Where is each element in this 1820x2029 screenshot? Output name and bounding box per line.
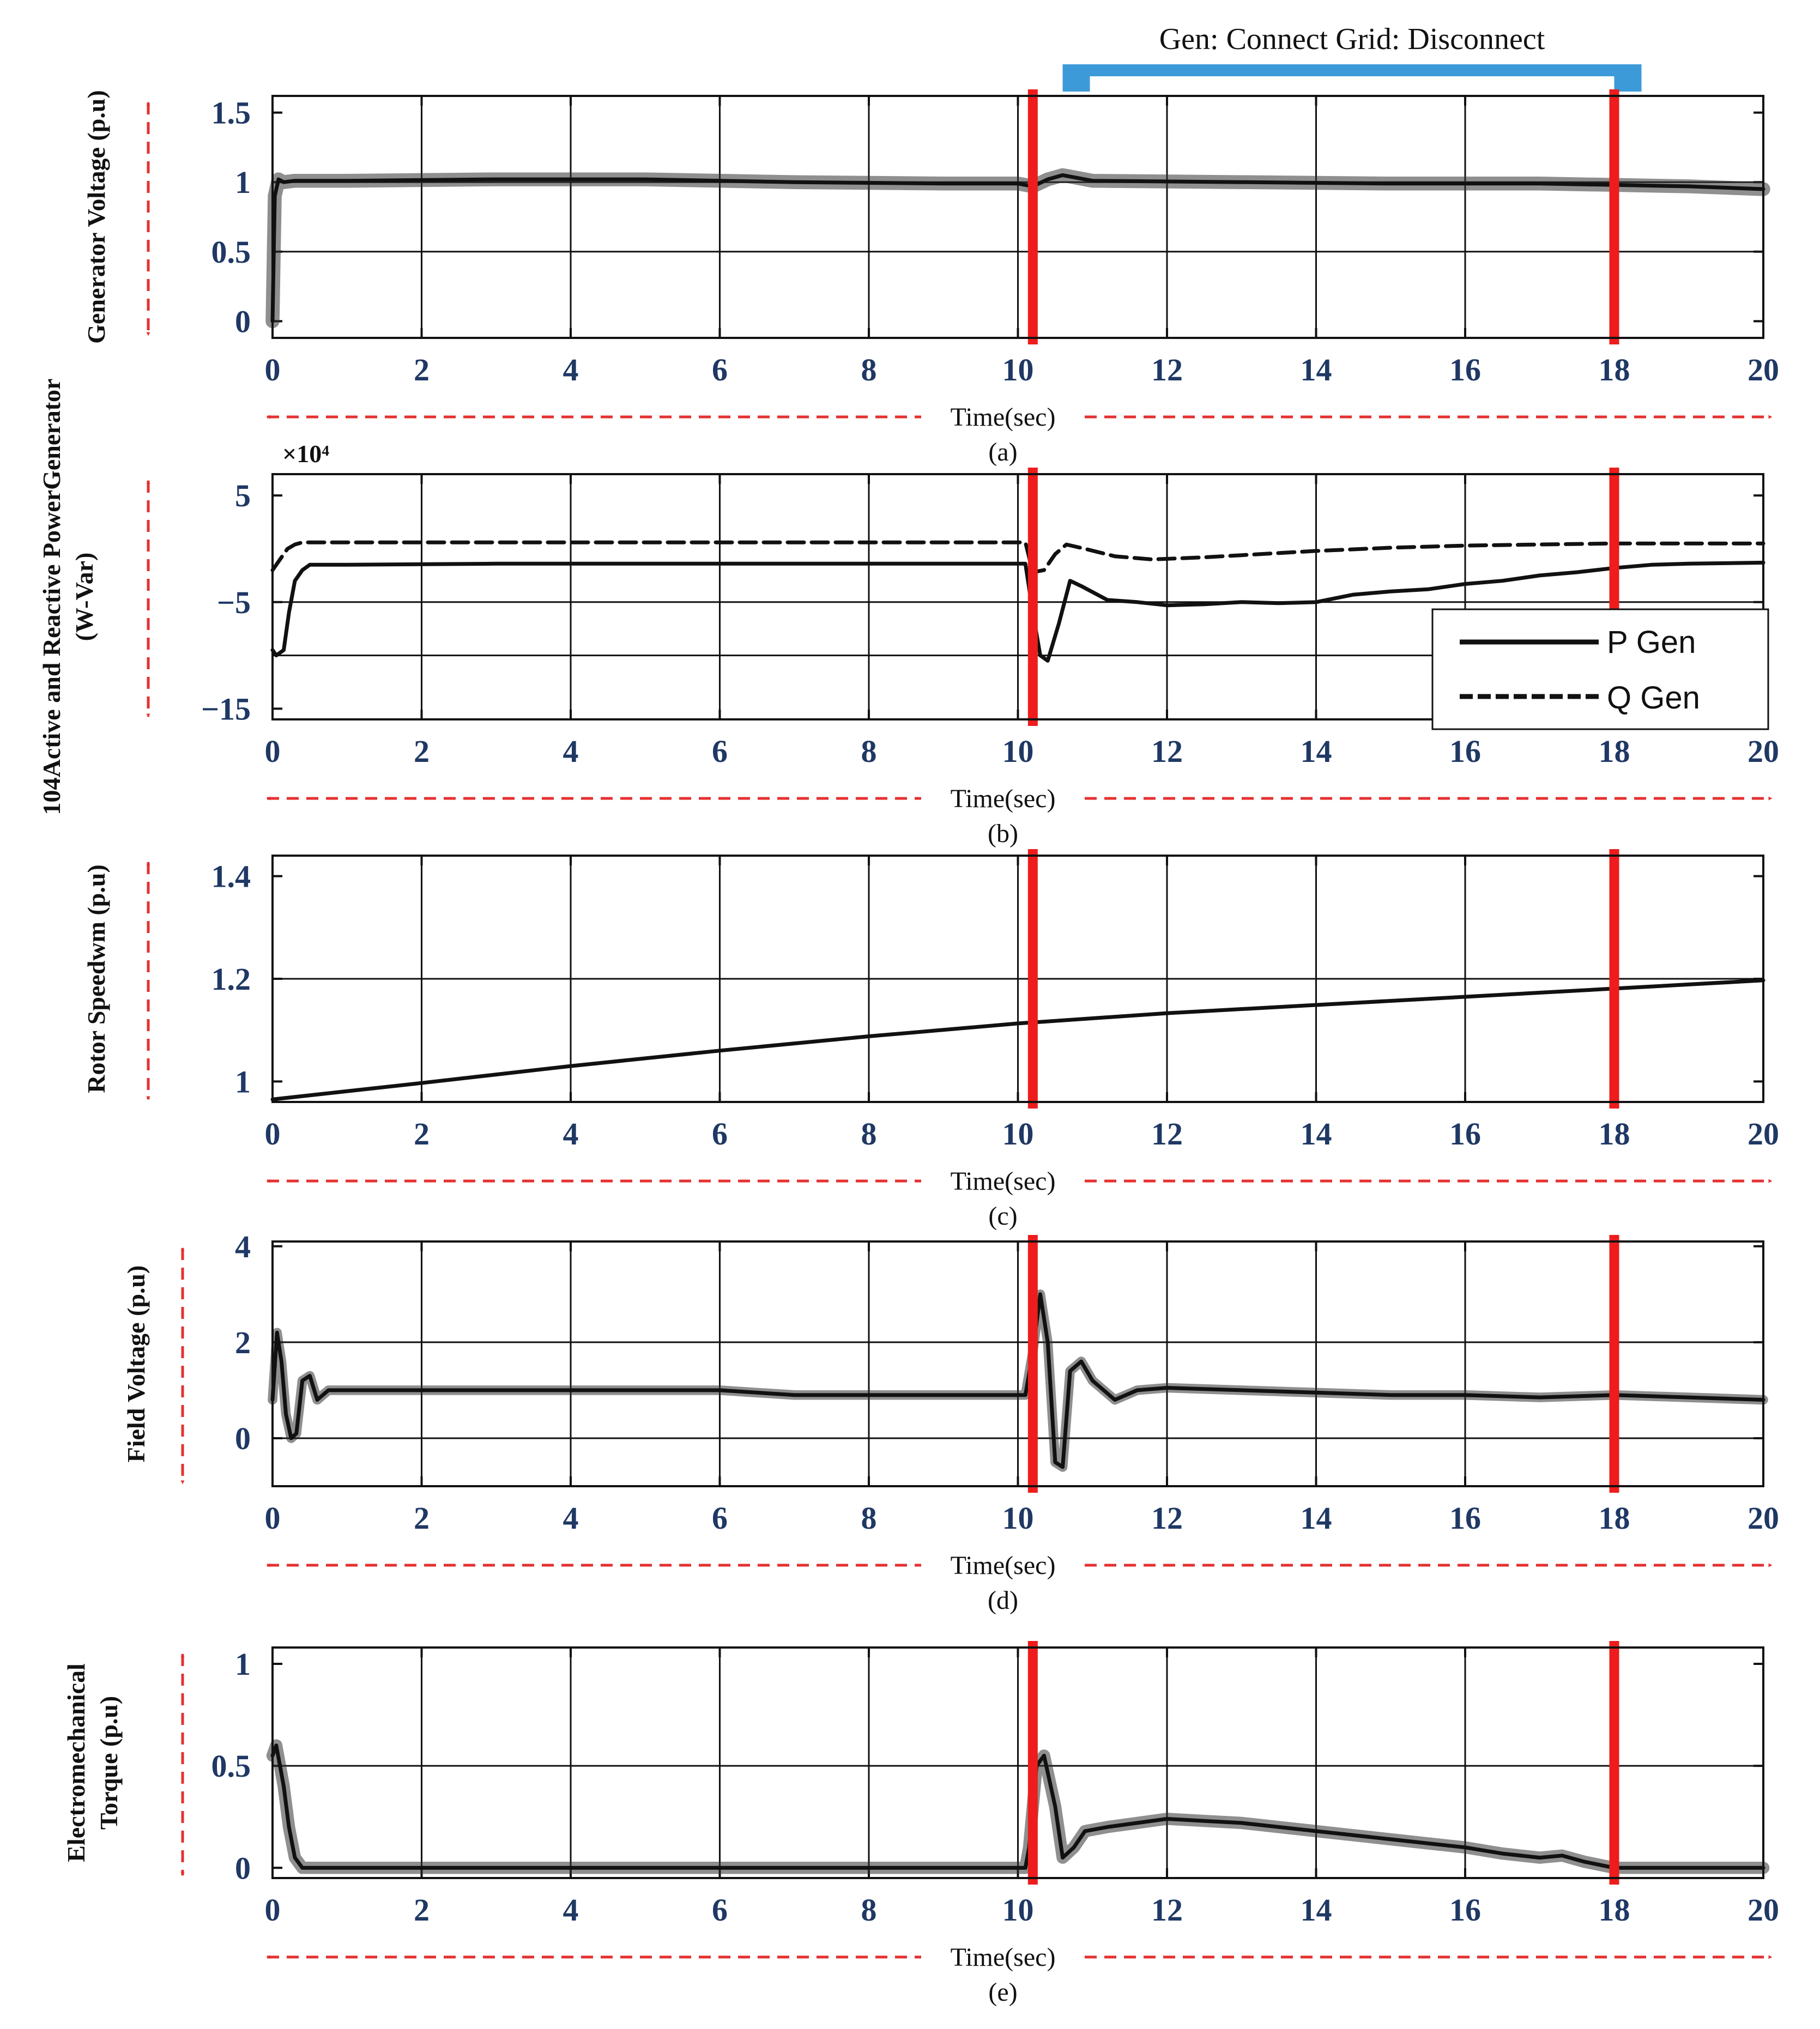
y-axis-label: Generator Voltage (p.u) — [82, 90, 110, 344]
x-tick-label: 8 — [861, 1500, 877, 1536]
x-tick-label: 16 — [1449, 1892, 1481, 1928]
y-tick-label: 1.5 — [211, 95, 251, 131]
x-tick-label: 0 — [264, 1116, 281, 1152]
event-marker-18 — [1610, 89, 1619, 344]
legend-label-p-gen: P Gen — [1607, 625, 1696, 660]
panel-caption: (d) — [988, 1586, 1018, 1615]
x-tick-label: 0 — [264, 1500, 281, 1536]
x-tick-label: 14 — [1300, 1500, 1332, 1536]
x-tick-label: 20 — [1748, 1500, 1779, 1536]
event-marker-10p2 — [1028, 1641, 1038, 1885]
grid-lines — [273, 1241, 1763, 1486]
x-tick-label: 0 — [264, 352, 281, 387]
x-tick-label: 6 — [712, 1116, 728, 1152]
x-tick-label: 12 — [1151, 352, 1183, 387]
x-tick-labels — [265, 1892, 1780, 1928]
x-tick-label: 8 — [861, 352, 877, 387]
panel-e — [62, 1641, 1779, 2007]
x-tick-label: 16 — [1449, 734, 1481, 769]
x-tick-label: 2 — [414, 734, 430, 769]
x-tick-labels — [265, 734, 1780, 769]
x-tick-label: 2 — [414, 1116, 430, 1152]
y-axis-label-line-2: Torque (p.u) — [95, 1695, 123, 1830]
event-marker-10p2 — [1028, 89, 1038, 344]
annotation-group — [1063, 22, 1642, 92]
x-tick-label: 16 — [1449, 352, 1481, 387]
x-tick-labels — [265, 352, 1780, 387]
x-tick-label: 8 — [861, 734, 877, 769]
x-tick-label: 16 — [1449, 1500, 1481, 1536]
event-marker-10p2 — [1028, 849, 1038, 1109]
y-axis-label-line-1: 104Active and Reactive PowerGenerator — [38, 378, 65, 815]
x-tick-label: 10 — [1002, 352, 1034, 387]
y-tick-label: 0.5 — [211, 1748, 251, 1784]
x-tick-label: 8 — [861, 1116, 877, 1152]
event-markers — [1028, 1235, 1619, 1493]
x-tick-label: 6 — [712, 1892, 728, 1928]
y-tick-labels — [211, 95, 251, 340]
x-tick-label: 8 — [861, 1892, 877, 1928]
grid-lines — [273, 1648, 1763, 1878]
y-multiplier-label: ×10⁴ — [282, 440, 330, 468]
annotation-bracket-bar — [1063, 64, 1642, 76]
x-tick-labels — [265, 1116, 1780, 1152]
event-markers — [1028, 1641, 1619, 1885]
y-tick-label: −5 — [216, 584, 251, 620]
annotation-text: Gen: Connect Grid: Disconnect — [1159, 22, 1545, 56]
x-tick-label: 4 — [563, 734, 579, 769]
y-axis-label-line-1: Electromechanical — [62, 1663, 90, 1862]
y-tick-labels — [211, 1646, 251, 1886]
x-tick-label: 6 — [712, 352, 728, 387]
event-markers — [1028, 89, 1619, 344]
annotation-bracket-left — [1063, 64, 1090, 92]
y-tick-label: 0 — [235, 304, 251, 340]
panel-caption: (b) — [988, 819, 1018, 848]
x-tick-label: 4 — [563, 352, 579, 387]
y-tick-label: 0.5 — [211, 234, 251, 270]
y-tick-label: 1 — [235, 165, 251, 201]
x-tick-label: 6 — [712, 734, 728, 769]
x-tick-label: 4 — [563, 1500, 579, 1536]
panel-a — [82, 89, 1779, 467]
x-tick-label: 18 — [1598, 352, 1630, 387]
y-tick-label: 5 — [235, 478, 251, 514]
event-marker-18 — [1610, 1641, 1619, 1885]
x-tick-label: 14 — [1300, 1892, 1332, 1928]
x-axis-label: Time(sec) — [950, 1167, 1056, 1196]
x-tick-label: 16 — [1449, 1116, 1481, 1152]
panel-caption: (c) — [988, 1202, 1018, 1231]
event-marker-18 — [1610, 849, 1619, 1109]
x-tick-label: 2 — [414, 1892, 430, 1928]
y-axis-label-line-2: (W-Var) — [70, 552, 98, 641]
x-axis-label: Time(sec) — [950, 403, 1056, 432]
panel-d — [122, 1229, 1779, 1615]
panel-caption: (e) — [988, 1978, 1018, 2007]
x-tick-label: 12 — [1151, 734, 1183, 769]
y-tick-label: 1.4 — [211, 858, 251, 894]
x-tick-label: 4 — [563, 1116, 579, 1152]
x-tick-label: 18 — [1598, 1116, 1630, 1152]
event-marker-10p2 — [1028, 1235, 1038, 1493]
x-tick-label: 2 — [414, 352, 430, 387]
x-tick-label: 10 — [1002, 734, 1034, 769]
x-tick-label: 0 — [264, 734, 281, 769]
y-axis-label: Field Voltage (p.u) — [122, 1265, 150, 1463]
x-tick-label: 12 — [1151, 1116, 1183, 1152]
y-tick-label: −15 — [201, 691, 251, 727]
x-tick-label: 20 — [1748, 1892, 1779, 1928]
x-tick-label: 2 — [414, 1500, 430, 1536]
y-tick-label: 1 — [235, 1646, 251, 1682]
x-tick-label: 0 — [264, 1892, 281, 1928]
legend-box — [1432, 609, 1768, 729]
x-tick-label: 12 — [1151, 1500, 1183, 1536]
y-tick-label: 0 — [235, 1420, 251, 1456]
y-tick-labels — [201, 478, 251, 726]
y-tick-label: 0 — [235, 1850, 251, 1886]
x-axis-label: Time(sec) — [950, 1551, 1056, 1580]
x-tick-label: 10 — [1002, 1116, 1034, 1152]
y-axis-label: Rotor Speedwm (p.u) — [82, 864, 110, 1093]
x-tick-label: 20 — [1748, 352, 1779, 387]
x-axis-label: Time(sec) — [950, 784, 1056, 813]
panel-b — [38, 379, 1779, 848]
x-tick-label: 14 — [1300, 1116, 1332, 1152]
panel-c — [82, 849, 1779, 1231]
x-tick-label: 18 — [1598, 1500, 1630, 1536]
y-tick-label: 4 — [235, 1228, 251, 1264]
x-tick-label: 20 — [1748, 734, 1779, 769]
x-tick-label: 10 — [1002, 1500, 1034, 1536]
x-tick-label: 14 — [1300, 352, 1332, 387]
x-tick-label: 14 — [1300, 734, 1332, 769]
event-marker-10p2 — [1028, 468, 1038, 726]
event-marker-18 — [1610, 1235, 1619, 1493]
panel-caption: (a) — [988, 438, 1018, 467]
y-tick-label: 1 — [235, 1064, 251, 1100]
x-tick-labels — [265, 1500, 1780, 1536]
x-tick-label: 12 — [1151, 1892, 1183, 1928]
x-tick-label: 18 — [1598, 1892, 1630, 1928]
x-tick-label: 4 — [563, 1892, 579, 1928]
x-axis-label: Time(sec) — [950, 1943, 1056, 1972]
x-tick-label: 6 — [712, 1500, 728, 1536]
y-tick-label: 2 — [235, 1324, 251, 1360]
grid-lines — [273, 856, 1763, 1102]
x-tick-label: 10 — [1002, 1892, 1034, 1928]
legend — [1432, 609, 1768, 729]
x-tick-label: 20 — [1748, 1116, 1779, 1152]
legend-label-q-gen: Q Gen — [1607, 680, 1700, 716]
y-tick-labels — [211, 859, 251, 1100]
grid-lines — [273, 96, 1763, 338]
x-tick-label: 18 — [1598, 734, 1630, 769]
y-tick-labels — [235, 1229, 251, 1456]
annotation-bracket-right — [1615, 64, 1642, 92]
y-tick-label: 1.2 — [211, 961, 251, 997]
